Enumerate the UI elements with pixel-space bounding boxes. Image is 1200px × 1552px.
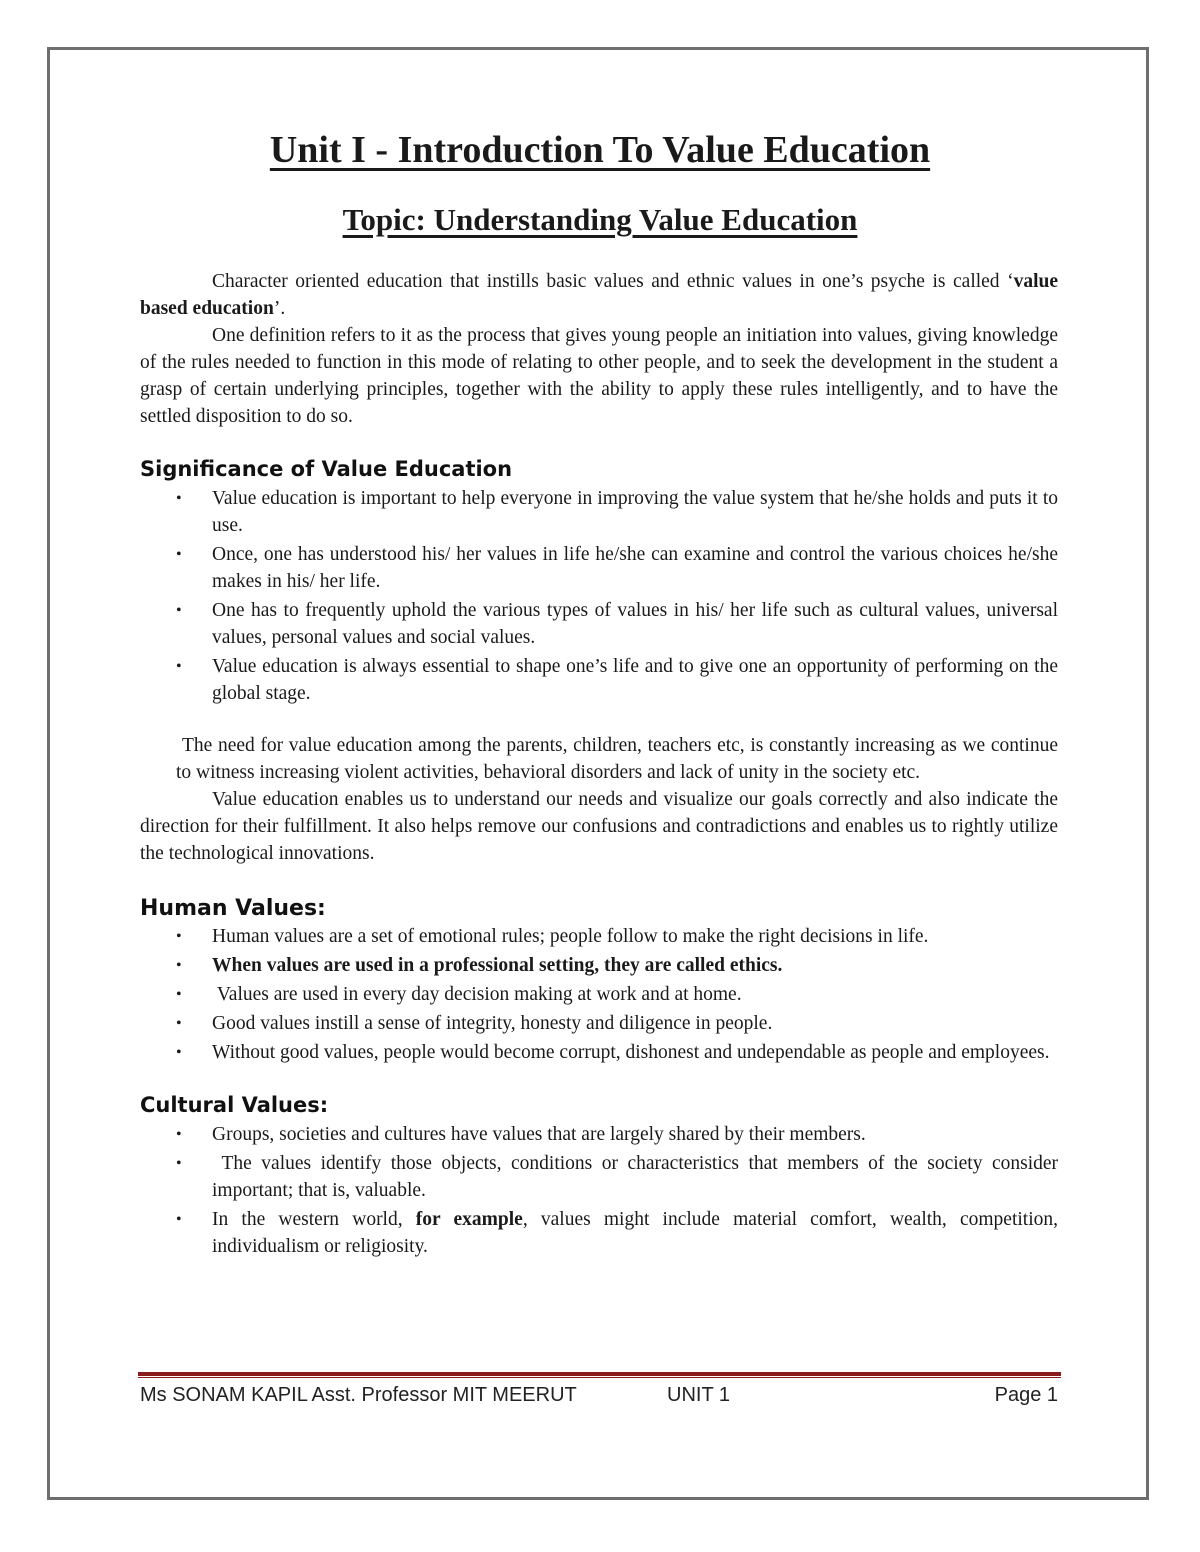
bullet-icon: • [176, 1155, 182, 1172]
list-item [140, 1150, 1063, 1204]
page-title: Unit I - Introduction To Value Education [269, 129, 931, 171]
cultural-values-heading: Cultural Values: [140, 1093, 329, 1117]
bullet-icon: • [176, 1044, 182, 1061]
document-body [140, 268, 1063, 1262]
footer-rule [138, 1372, 1061, 1376]
bullet-icon: • [176, 1211, 182, 1228]
footer-unit: UNIT 1 [667, 1384, 730, 1406]
list-item-text: Good values instill a sense of integrity, honesty and diligence in people. [212, 1013, 773, 1034]
value-based-education-term: value based education [140, 271, 1058, 319]
list-item [140, 485, 1058, 539]
need-paragraph: The need for value education among the parents, children, teachers etc, is constantly increasing as we continue to witness increasing violent activities, behavioral disorders and lack of unity in the society etc. [176, 735, 1058, 783]
human-values-list [140, 923, 1058, 1066]
list-item-text: Human values are a set of emotional rules; people follow to make the right decisions in life. [212, 926, 929, 947]
list-item-text: The values identify those objects, conditions or characteristics that members of the society consider important; that is, valuable. [212, 1153, 1063, 1201]
bullet-icon: • [176, 986, 182, 1003]
footer-author: Ms SONAM KAPIL Asst. Professor MIT MEERUT [140, 1384, 577, 1406]
list-item [140, 541, 1058, 595]
list-item [140, 952, 1058, 979]
intro-paragraph-2: One definition refers to it as the process that gives young people an initiation into values, giving knowledge of the rules needed to function in this mode of relating to other people, and to seek the development in the student a grasp of certain underlying principles, together with the ability to apply these rules intelligently, and to have the settled disposition to do so. [140, 325, 1058, 427]
bullet-icon: • [176, 490, 182, 507]
list-item [140, 597, 1058, 651]
list-item-text: Groups, societies and cultures have values that are largely shared by their members. [212, 1124, 866, 1145]
bullet-icon: • [176, 602, 182, 619]
intro-paragraph-1 [140, 268, 1058, 322]
list-item-text: Value education is important to help everyone in improving the value system that he/she holds and puts it to use. [212, 488, 1058, 536]
cultural-values-list [140, 1121, 1063, 1260]
for-example-term: for example [415, 1209, 523, 1230]
bullet-icon: • [176, 957, 182, 974]
significance-heading: Significance of Value Education [140, 457, 513, 481]
list-item-text: Values are used in every day decision making at work and at home. [212, 984, 742, 1005]
list-item [140, 1206, 1058, 1260]
bullet-icon: • [176, 928, 182, 945]
list-item [140, 923, 1058, 950]
footer-page-number: Page 1 [994, 1384, 1058, 1406]
list-item-text: In the western world, [212, 1209, 416, 1230]
bullet-icon: • [176, 546, 182, 563]
list-item-text: One has to frequently uphold the various types of values in his/ her life such as cultural values, universal values, personal values and social values. [212, 600, 1058, 648]
list-item [140, 1039, 1058, 1066]
footer-rule-thin [138, 1377, 1061, 1378]
list-item [140, 653, 1058, 707]
list-item-text: , values might include material comfort, wealth, competition, individualism or religiosity. [212, 1209, 1058, 1257]
enables-paragraph: Value education enables us to understand our needs and visualize our goals correctly and also indicate the direction for their fulfillment. It also helps remove our confusions and contradictions and enables us to rightly utilize the technological innovations. [140, 789, 1058, 864]
list-item [140, 1010, 1058, 1037]
intro-text: Character oriented education that instills basic values and ethnic values in one’s psyche is called ‘ [212, 271, 1014, 292]
bullet-icon: • [176, 1015, 182, 1032]
list-item-text: Once, one has understood his/ her values in life he/she can examine and control the various choices he/she makes in his/ her life. [212, 544, 1058, 592]
topic-heading: Topic: Understanding Value Education [342, 202, 858, 237]
list-item [140, 1121, 1058, 1148]
list-item [140, 981, 1058, 1008]
significance-list [140, 485, 1058, 707]
list-item-text: Value education is always essential to shape one’s life and to give one an opportunity of performing on the global stage. [212, 656, 1058, 704]
list-item-text: Without good values, people would become corrupt, dishonest and undependable as people and employees. [212, 1042, 1050, 1063]
bullet-icon: • [176, 1126, 182, 1143]
human-values-heading: Human Values: [140, 896, 326, 921]
bullet-icon: • [176, 658, 182, 675]
list-item-text: When values are used in a professional setting, they are called ethics. [212, 955, 783, 976]
intro-text-end: ’. [273, 298, 286, 319]
